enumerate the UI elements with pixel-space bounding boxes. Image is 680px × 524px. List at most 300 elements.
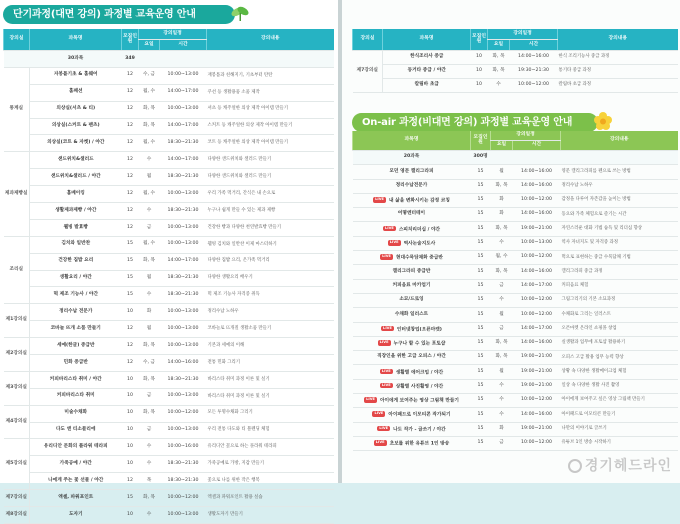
online-course-row bbox=[353, 379, 678, 393]
classroom-cell: 조리실 bbox=[4, 236, 30, 304]
day: 금 bbox=[491, 322, 513, 336]
course-name bbox=[353, 179, 471, 193]
description: 자연스러운 대화 기법 습득 및 리더십 향상 bbox=[561, 222, 678, 236]
online-course-row bbox=[353, 336, 678, 350]
course-name bbox=[353, 351, 471, 365]
course-row bbox=[4, 101, 334, 118]
course-row bbox=[4, 169, 334, 186]
quota: 15 bbox=[471, 351, 491, 365]
time: 10:00~12:00 bbox=[513, 308, 561, 322]
day: 수 bbox=[139, 152, 160, 169]
header-classroom: 강의실 bbox=[353, 29, 383, 51]
description: 기본과 세예의 이해 bbox=[207, 338, 334, 355]
live-badge: LIVE bbox=[375, 440, 385, 445]
description: 건강한 빵과 다양한 천연발효빵 만들기 bbox=[207, 219, 334, 236]
time: 18:30~21:30 bbox=[160, 371, 207, 388]
live-badge: LIVE bbox=[366, 397, 375, 402]
quota: 12 bbox=[122, 169, 139, 186]
quota: 10 bbox=[122, 371, 139, 388]
time: 14:00~17:00 bbox=[160, 84, 207, 101]
day: 화, 목 bbox=[139, 118, 160, 135]
quota: 15 bbox=[471, 422, 491, 436]
day: 월 bbox=[139, 270, 160, 287]
total-empty bbox=[160, 51, 207, 68]
description: 생활도자기 만들기 bbox=[207, 507, 334, 524]
time: 10:00~12:00 bbox=[513, 251, 561, 265]
total-empty bbox=[4, 51, 30, 68]
online-title-banner bbox=[352, 113, 598, 132]
header-time: 시간 bbox=[513, 141, 561, 151]
course-name bbox=[353, 165, 471, 179]
course-name: 유리디안 문화의 플라워 테라피 bbox=[30, 439, 122, 456]
course-name bbox=[353, 265, 471, 279]
course-name bbox=[353, 222, 471, 236]
day: 월, 수 bbox=[139, 135, 160, 152]
quota: 15 bbox=[122, 287, 139, 304]
description: 스커트 등 캐주얼한 의상 제작 아이템 만들기 bbox=[207, 118, 334, 135]
course-row bbox=[4, 287, 334, 304]
description: 가죽공예로 가방, 지갑 만들기 bbox=[207, 456, 334, 473]
day: 월 bbox=[491, 365, 513, 379]
quota: 15 bbox=[471, 222, 491, 236]
quota: 15 bbox=[471, 336, 491, 350]
header-quota: 모집인원 bbox=[471, 29, 488, 51]
day: 수, 금 bbox=[139, 67, 160, 84]
live-badge: LIVE bbox=[379, 340, 389, 344]
online-course-row bbox=[353, 236, 678, 250]
time: 19:00~21:00 bbox=[513, 222, 561, 236]
quota: 12 bbox=[122, 135, 139, 152]
course-name: 나에게 주는 꽃 선물 / 야간 bbox=[30, 473, 122, 490]
course-name-text: 스피치리더십 / 야간 bbox=[398, 226, 441, 232]
time: 14:00~16:00 bbox=[513, 265, 561, 279]
time: 10:00~13:00 bbox=[160, 507, 207, 524]
online-course-row bbox=[353, 308, 678, 322]
description: 동요와 가족 체험으로 즐기는 시간 bbox=[561, 208, 678, 222]
course-name: 샌드위치&샐러드 bbox=[30, 152, 122, 169]
day: 수 bbox=[491, 408, 513, 422]
classroom-cell: 제8강의실 bbox=[4, 507, 30, 524]
classroom7-table bbox=[352, 29, 678, 93]
course-name-text: 수채화 일러스트 bbox=[394, 311, 429, 317]
course-name: 칼림바 초급 bbox=[383, 79, 471, 93]
quota: 12 bbox=[122, 338, 139, 355]
description: 한식 조리기능사 중급 과정 bbox=[558, 51, 678, 65]
course-name: 세예(한글) 중급반 bbox=[30, 338, 122, 355]
quota: 10 bbox=[122, 388, 139, 405]
course-name: 김치와 일반찬 bbox=[30, 236, 122, 253]
watermark-text: 경기헤드라인 bbox=[584, 458, 672, 474]
quota: 10 bbox=[471, 65, 488, 79]
classroom-cell: 통계실 bbox=[4, 67, 30, 151]
course-name-text: 누구나 할 수 있는 포토샵 bbox=[393, 341, 446, 347]
day: 월 bbox=[139, 169, 160, 186]
online-course-row bbox=[353, 293, 678, 307]
header-schedule: 강의일정 bbox=[139, 29, 207, 40]
course-name: 의상실(스커트 & 팬츠) bbox=[30, 118, 122, 135]
time: 10:00~16:00 bbox=[160, 439, 207, 456]
offline-course-table bbox=[3, 29, 334, 524]
leaf-sprout-icon bbox=[229, 2, 251, 24]
description: 전통 민화 그리기 bbox=[207, 355, 334, 372]
description: 다양한 샌드위치와 샐러드 만들기 bbox=[207, 169, 334, 186]
live-badge: LIVE bbox=[379, 425, 389, 430]
day: 월, 수 bbox=[139, 236, 160, 253]
quota: 12 bbox=[122, 203, 139, 220]
description: 역사 자녀지도 및 자격증 과정 bbox=[561, 236, 678, 250]
course-name bbox=[353, 322, 471, 336]
day: 금 bbox=[491, 279, 513, 293]
classroom-cell: 제5강의실 bbox=[4, 439, 30, 490]
day: 화, 목 bbox=[139, 101, 160, 118]
time: 10:00~13:00 bbox=[160, 388, 207, 405]
description: 정리수납 노하우 bbox=[561, 179, 678, 193]
quota: 15 bbox=[471, 293, 491, 307]
day: 월 bbox=[139, 321, 160, 338]
quota: 10 bbox=[122, 405, 139, 422]
flower-icon bbox=[592, 110, 614, 132]
quota: 10 bbox=[122, 304, 139, 321]
total-empty bbox=[561, 151, 678, 165]
live-badge: LIVE bbox=[375, 197, 384, 202]
live-badge: LIVE bbox=[381, 368, 391, 373]
description: 감정을 다루어 자존감을 높이는 방법 bbox=[561, 193, 678, 207]
course-name: 도자기 bbox=[30, 507, 122, 524]
course-name-text: 상활별 사진활영 / 야간 bbox=[395, 384, 444, 390]
time: 19:00~21:00 bbox=[513, 365, 561, 379]
live-badge: LIVE bbox=[383, 325, 392, 330]
description: 정리수납 노하우 bbox=[207, 304, 334, 321]
description: 웰빙 김치와 일반찬 이제 마스터하기 bbox=[207, 236, 334, 253]
time: 10:00~13:00 bbox=[160, 338, 207, 355]
course-row bbox=[4, 490, 334, 507]
course-name: 생활요리 / 야간 bbox=[30, 270, 122, 287]
course-name: 한식조리사 중급 bbox=[383, 51, 471, 65]
description: 모든 투명수채화 그리기 bbox=[207, 405, 334, 422]
quota: 10 bbox=[122, 422, 139, 439]
day: 월, 수 bbox=[139, 186, 160, 203]
time: 10:00~13:00 bbox=[160, 101, 207, 118]
online-course-row bbox=[353, 365, 678, 379]
quota: 15 bbox=[471, 279, 491, 293]
course-name-text: 현대수묵담채화 중급반 bbox=[395, 255, 443, 261]
header-schedule: 강의일정 bbox=[488, 29, 558, 40]
day: 화, 목 bbox=[139, 253, 160, 270]
live-badge: LIVE bbox=[384, 225, 394, 230]
online-course-table bbox=[352, 131, 678, 451]
quota: 10 bbox=[471, 51, 488, 65]
course-name: 자봉틀기초 & 홈웨어 bbox=[30, 67, 122, 84]
description: 코트 등 캐주얼한 의상 제작 아이템 만들기 bbox=[207, 135, 334, 152]
day: 화, 목 bbox=[491, 351, 513, 365]
classroom-cell: 제7강의실 bbox=[4, 490, 30, 507]
course-name: 가죽공예 / 야간 bbox=[30, 456, 122, 473]
header-row bbox=[353, 131, 678, 141]
day: 수 bbox=[491, 394, 513, 408]
live-badge: LIVE bbox=[381, 382, 391, 387]
day: 수 bbox=[491, 236, 513, 250]
course-name: 엑셀, 파워포인트 bbox=[30, 490, 122, 507]
course-name-text: 직장인을 위한 고급 오피스 / 야간 bbox=[377, 354, 446, 360]
total-label: 30과목 bbox=[30, 51, 122, 68]
course-row bbox=[4, 338, 334, 355]
time: 10:00~13:00 bbox=[160, 321, 207, 338]
header-time: 시간 bbox=[160, 40, 207, 51]
quota: 12 bbox=[122, 152, 139, 169]
quota: 12 bbox=[122, 219, 139, 236]
description: 재봉틀과 친해지기, 기초부터 탄탄 bbox=[207, 67, 334, 84]
course-name: 웰빙 발효빵 bbox=[30, 219, 122, 236]
time: 10:00~13:00 bbox=[160, 67, 207, 84]
live-badge: LIVE bbox=[389, 239, 399, 244]
description: 엑셀과 파워포인트 활용 실습 bbox=[207, 490, 334, 507]
description: 오픈마켓 온라인 쇼핑몰 창업 bbox=[561, 322, 678, 336]
classroom-cell: 제3강의실 bbox=[4, 371, 30, 405]
course-name: 홈패션 bbox=[30, 84, 122, 101]
course-name bbox=[353, 336, 471, 350]
description: 아이패드로 이모티콘 만들기 bbox=[561, 408, 678, 422]
course-row bbox=[4, 253, 334, 270]
course-row bbox=[4, 473, 334, 490]
course-name bbox=[353, 279, 471, 293]
watermark-logo-icon bbox=[568, 459, 582, 473]
quota: 15 bbox=[471, 236, 491, 250]
quota: 15 bbox=[471, 365, 491, 379]
description: 우리 전통 다도와 티 블렌딩 체험 bbox=[207, 422, 334, 439]
course-row bbox=[4, 507, 334, 524]
time: 10:00~12:00 bbox=[513, 394, 561, 408]
course-name bbox=[353, 251, 471, 265]
course-name: 의상실(서츠 & 티) bbox=[30, 101, 122, 118]
course-row bbox=[353, 51, 678, 65]
day: 화, 목 bbox=[488, 51, 510, 65]
course-name bbox=[353, 193, 471, 207]
course-name: 정리수납 전문가 bbox=[30, 304, 122, 321]
header-row bbox=[353, 29, 678, 40]
day: 화, 목 bbox=[139, 338, 160, 355]
online-course-row bbox=[353, 222, 678, 236]
course-name: 코바늘 뜨개 소품 만들기 bbox=[30, 321, 122, 338]
time: 10:00~12:00 bbox=[513, 193, 561, 207]
time: 18:30~21:30 bbox=[160, 270, 207, 287]
classroom-cell: 제과제빵실 bbox=[4, 152, 30, 236]
description: 일상 속 다양한 생활 사진 촬영 bbox=[561, 379, 678, 393]
description: 다양한 샌드위치와 샐러드 만들기 bbox=[207, 152, 334, 169]
course-name: 다도 앤 티소믈리에 bbox=[30, 422, 122, 439]
live-badge: LIVE bbox=[374, 411, 384, 416]
quota: 15 bbox=[471, 265, 491, 279]
day: 화 bbox=[491, 193, 513, 207]
quota: 15 bbox=[122, 270, 139, 287]
day: 수, 금 bbox=[139, 355, 160, 372]
course-name bbox=[353, 379, 471, 393]
description: 수채화로 그리는 일러스트 bbox=[561, 308, 678, 322]
course-name-text: 커피음료 마카업기 bbox=[392, 282, 431, 288]
header-day: 요일 bbox=[488, 40, 510, 51]
description: 다양한 생활요리 배우기 bbox=[207, 270, 334, 287]
classroom-cell: 제1강의실 bbox=[4, 304, 30, 338]
course-row bbox=[4, 422, 334, 439]
day: 화, 목 bbox=[139, 405, 160, 422]
day: 목 bbox=[139, 473, 160, 490]
offline-title-banner bbox=[3, 5, 235, 24]
quota: 15 bbox=[471, 436, 491, 450]
day: 수 bbox=[491, 293, 513, 307]
time: 19:00~21:00 bbox=[513, 379, 561, 393]
quota: 10 bbox=[471, 79, 488, 93]
description: 바리스타 취미 과정 이론 및 실기 bbox=[207, 371, 334, 388]
day: 화 bbox=[491, 422, 513, 436]
time: 14:00~16:00 bbox=[513, 179, 561, 193]
time: 10:00~13:00 bbox=[513, 236, 561, 250]
time: 10:00~12:00 bbox=[513, 293, 561, 307]
quota: 15 bbox=[471, 322, 491, 336]
course-name bbox=[353, 394, 471, 408]
quota: 15 bbox=[471, 193, 491, 207]
course-row bbox=[4, 67, 334, 84]
time: 14:00~17:00 bbox=[160, 253, 207, 270]
total-count: 349 bbox=[122, 51, 139, 68]
time: 10:00~12:00 bbox=[513, 436, 561, 450]
course-row bbox=[4, 456, 334, 473]
time: 10:00~12:00 bbox=[510, 79, 558, 93]
description: 통기타 중급 과정 bbox=[558, 65, 678, 79]
course-row bbox=[4, 84, 334, 101]
course-row bbox=[4, 186, 334, 203]
quota: 12 bbox=[122, 84, 139, 101]
online-course-row bbox=[353, 251, 678, 265]
description: 유리디안 꽃으로 하는 플라워 테라피 bbox=[207, 439, 334, 456]
description: 상황 속 다양한 생활메이크업 체험 bbox=[561, 365, 678, 379]
course-row bbox=[4, 236, 334, 253]
time: 14:00~17:00 bbox=[513, 279, 561, 293]
course-name: 샌드위치&샐러드 / 야간 bbox=[30, 169, 122, 186]
description: 바리스타 취미 과정 이론 및 실기 bbox=[207, 388, 334, 405]
online-course-row bbox=[353, 165, 678, 179]
quota: 12 bbox=[122, 101, 139, 118]
header-day: 요일 bbox=[139, 40, 160, 51]
header-schedule: 강의일정 bbox=[491, 131, 561, 141]
classroom-cell: 제4강의실 bbox=[4, 405, 30, 439]
day: 화 bbox=[491, 208, 513, 222]
time: 10:00~13:00 bbox=[160, 236, 207, 253]
quota: 12 bbox=[122, 186, 139, 203]
day: 수 bbox=[139, 439, 160, 456]
quota: 12 bbox=[122, 67, 139, 84]
online-course-row bbox=[353, 265, 678, 279]
time: 18:30~21:30 bbox=[160, 456, 207, 473]
description: 셔츠 등 캐주얼한 의상 제작 아이템 만들기 bbox=[207, 101, 334, 118]
day: 수 bbox=[491, 379, 513, 393]
header-subject: 과목명 bbox=[383, 29, 471, 51]
time: 14:00~17:00 bbox=[513, 322, 561, 336]
time: 19:00~21:00 bbox=[513, 422, 561, 436]
time: 10:00~12:00 bbox=[160, 490, 207, 507]
online-course-row bbox=[353, 436, 678, 450]
total-label: 20과목 bbox=[353, 151, 471, 165]
course-name: 홈베이킹 bbox=[30, 186, 122, 203]
day: 수 bbox=[488, 79, 510, 93]
time: 18:30~21:30 bbox=[160, 203, 207, 220]
course-name bbox=[353, 365, 471, 379]
day: 금 bbox=[139, 422, 160, 439]
quota: 15 bbox=[471, 179, 491, 193]
description: 유튜브 1인 방송 시작하기 bbox=[561, 436, 678, 450]
course-name bbox=[353, 436, 471, 450]
course-name bbox=[353, 293, 471, 307]
total-count: 300명 bbox=[471, 151, 491, 165]
description: 오피스 고급 활용 업무 능력 향상 bbox=[561, 351, 678, 365]
quota: 15 bbox=[471, 379, 491, 393]
course-name bbox=[353, 208, 471, 222]
description: 아이에게 보여주고 싶은 영상 그림책 만들기 bbox=[561, 394, 678, 408]
course-name: 생활제과제빵 / 야간 bbox=[30, 203, 122, 220]
online-course-row bbox=[353, 394, 678, 408]
quota: 15 bbox=[122, 490, 139, 507]
quota: 15 bbox=[471, 308, 491, 322]
course-row bbox=[4, 118, 334, 135]
day: 금 bbox=[491, 436, 513, 450]
course-row bbox=[4, 321, 334, 338]
time: 18:30~21:30 bbox=[160, 287, 207, 304]
time: 10:00~13:00 bbox=[160, 304, 207, 321]
time: 14:00~17:00 bbox=[160, 152, 207, 169]
quota: 12 bbox=[122, 118, 139, 135]
course-row bbox=[4, 439, 334, 456]
time: 10:00~13:00 bbox=[160, 422, 207, 439]
course-name: 커피바리스타 취미 bbox=[30, 388, 122, 405]
description: 그림그리기의 기본 소묘과정 bbox=[561, 293, 678, 307]
header-time: 시간 bbox=[510, 40, 558, 51]
course-name-text: 정리수납전문가 bbox=[395, 182, 428, 188]
description: 떡 제조 기능사 자격증 취득 bbox=[207, 287, 334, 304]
live-badge: LIVE bbox=[382, 254, 391, 259]
quota: 15 bbox=[471, 251, 491, 265]
course-row bbox=[353, 79, 678, 93]
day: 월, 수 bbox=[139, 84, 160, 101]
course-name-text: 캘리그라피 중급반 bbox=[392, 268, 431, 274]
quota: 15 bbox=[122, 253, 139, 270]
header-subject: 과목명 bbox=[353, 131, 471, 151]
quota: 15 bbox=[471, 394, 491, 408]
course-row bbox=[4, 152, 334, 169]
course-name: 건강한 집밥 요리 bbox=[30, 253, 122, 270]
time: 18:30~21:30 bbox=[160, 169, 207, 186]
online-course-row bbox=[353, 279, 678, 293]
course-name: 떡 제조 기능사 / 야간 bbox=[30, 287, 122, 304]
description: 칼림바 초급 과정 bbox=[558, 79, 678, 93]
course-row bbox=[4, 219, 334, 236]
quota: 10 bbox=[122, 439, 139, 456]
header-quota: 모집인원 bbox=[471, 131, 491, 151]
course-name-text: 나도 작가 - 글쓰기 / 야간 bbox=[393, 427, 446, 433]
day: 수 bbox=[139, 287, 160, 304]
description: 캘리그라피 중급 과정 bbox=[561, 265, 678, 279]
course-name: 의상실(코트 & 자켓) / 야간 bbox=[30, 135, 122, 152]
course-name bbox=[353, 408, 471, 422]
description: 영문 캘리그라피를 펜으로 쓰는 방법 bbox=[561, 165, 678, 179]
day: 월 bbox=[491, 308, 513, 322]
time: 14:00~16:00 bbox=[513, 165, 561, 179]
total-empty bbox=[139, 51, 160, 68]
day: 월 bbox=[491, 165, 513, 179]
header-quota: 모집인원 bbox=[122, 29, 139, 51]
time: 14:00~17:00 bbox=[160, 118, 207, 135]
day: 수 bbox=[139, 456, 160, 473]
course-name: 민화 중급반 bbox=[30, 355, 122, 372]
day: 화, 목 bbox=[139, 371, 160, 388]
description: 누구나 쉽게 만들 수 있는 제과 제빵 bbox=[207, 203, 334, 220]
